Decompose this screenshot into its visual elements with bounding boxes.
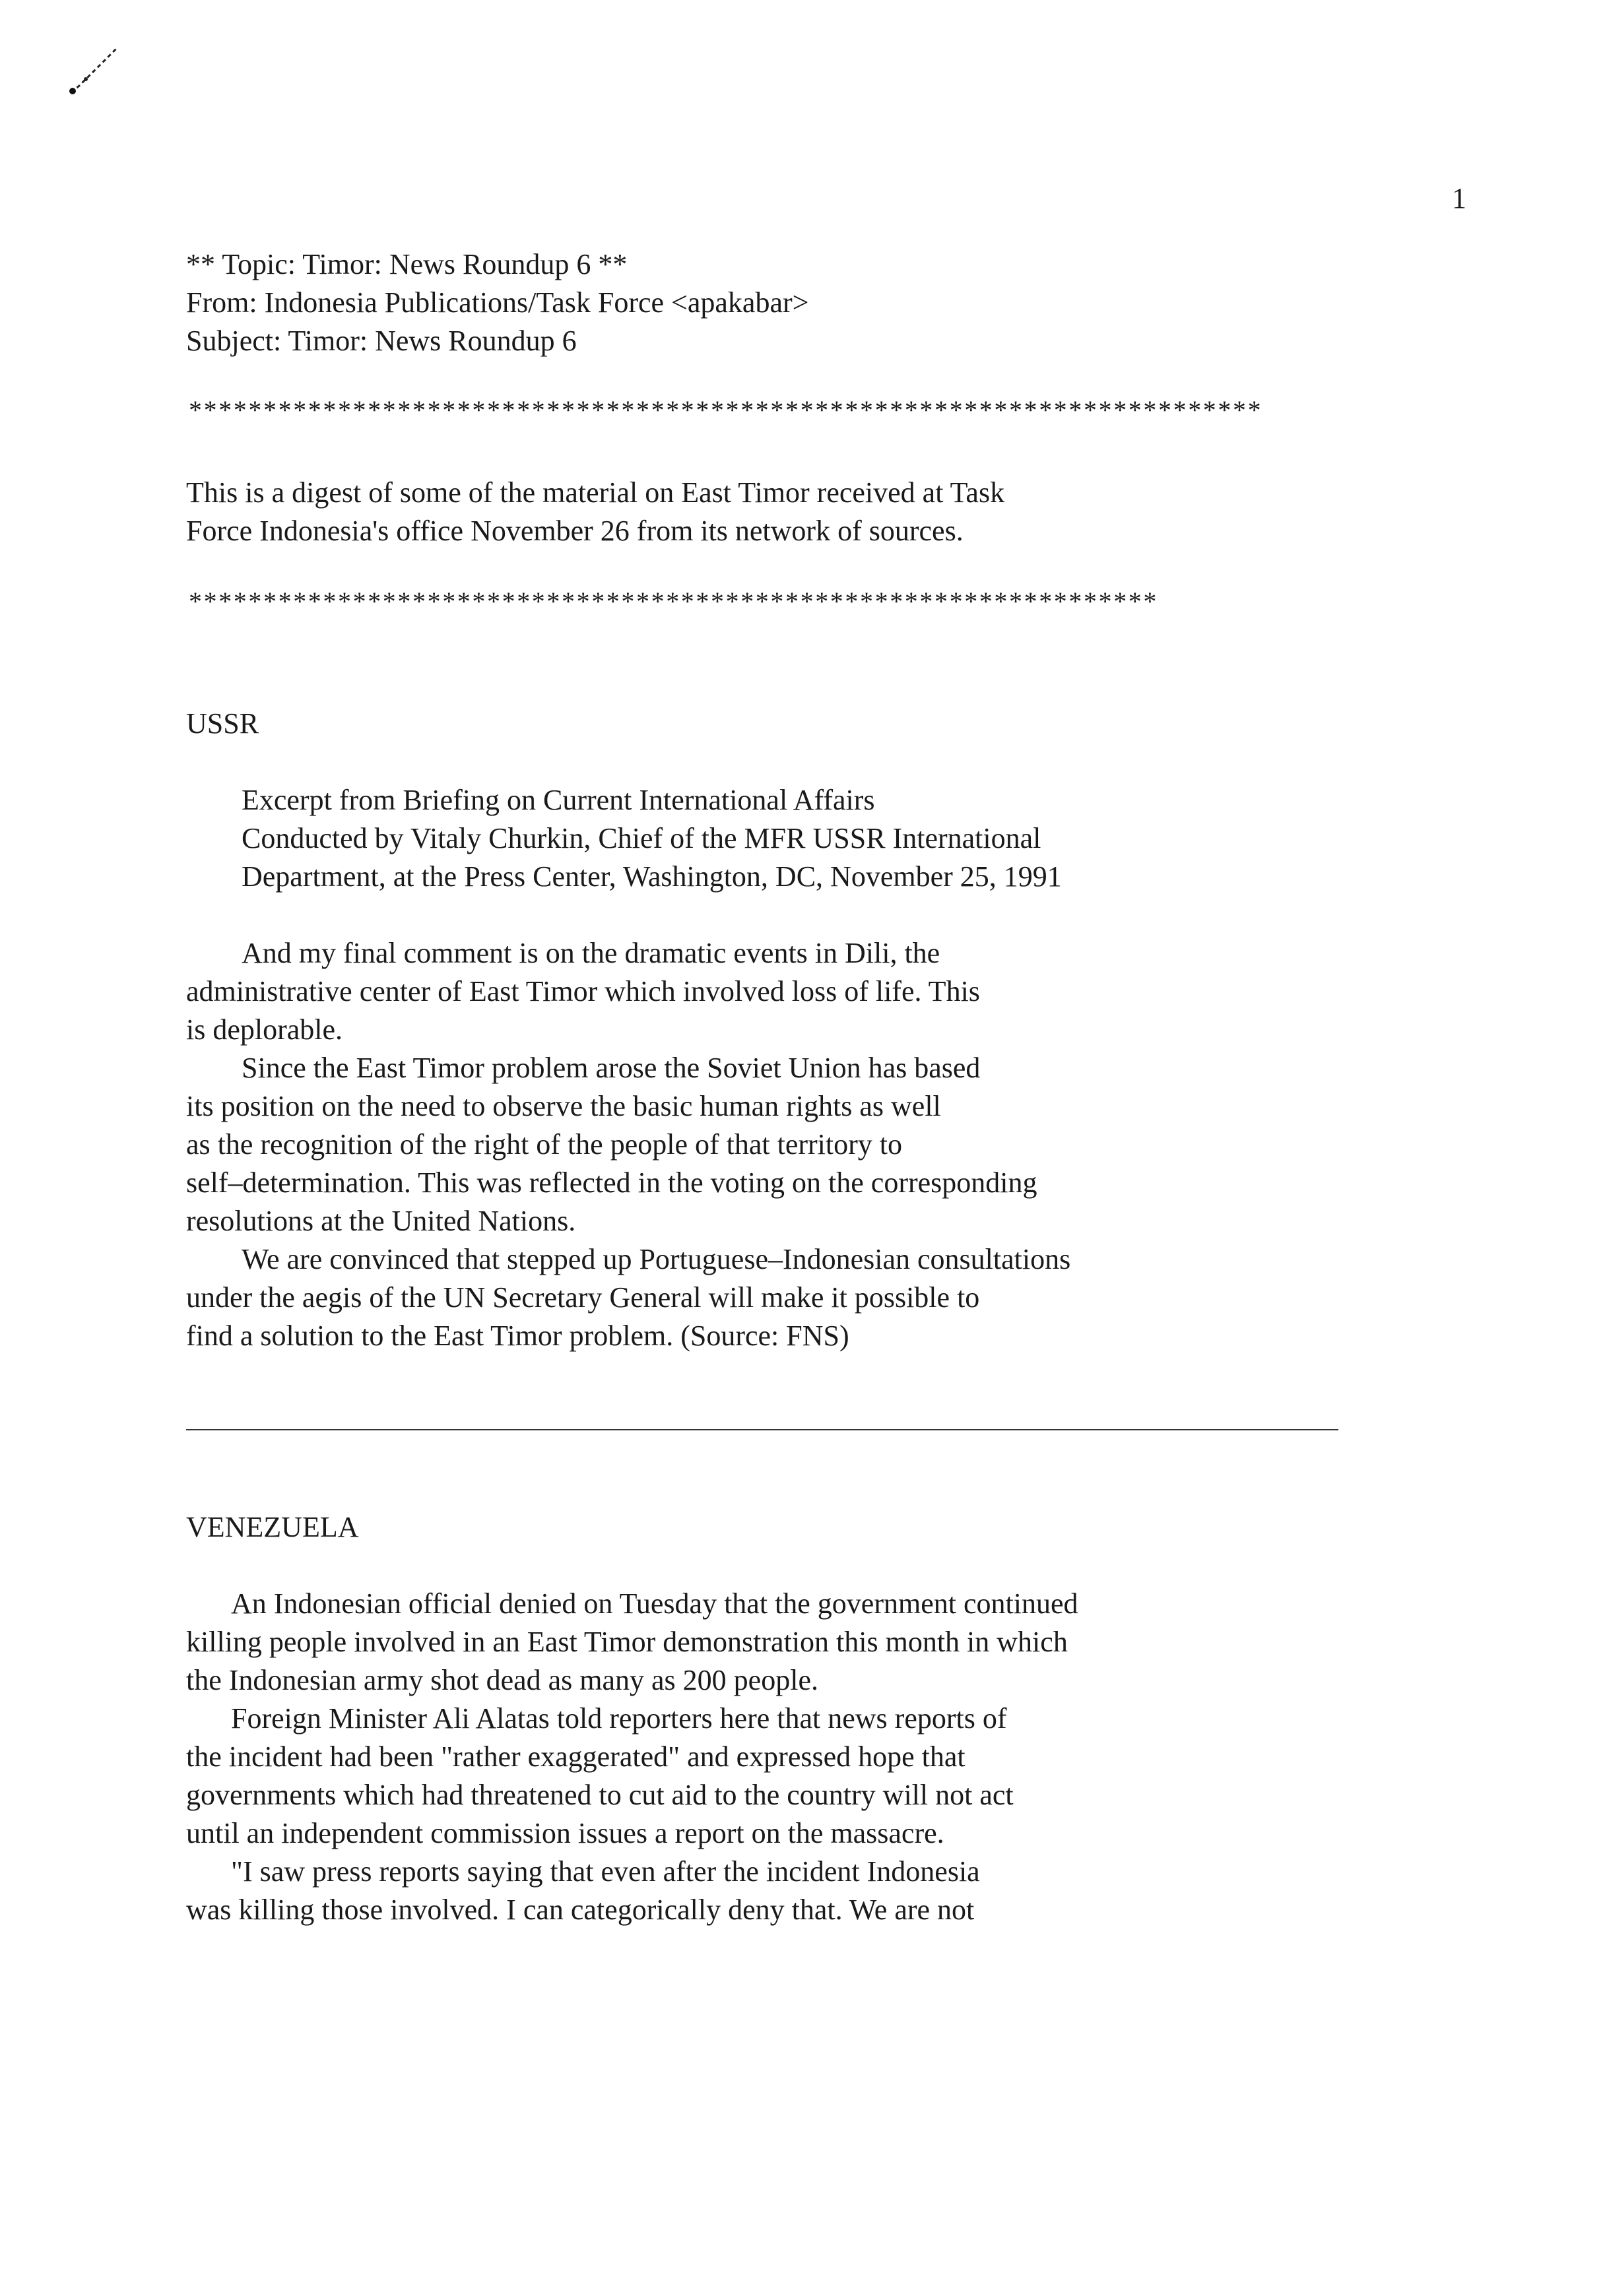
venezuela-body-line: "I saw press reports saying that even after the incident Indonesia xyxy=(231,1855,980,1888)
ussr-body-line: self–determination. This was reflected in the voting on the corresponding xyxy=(186,1166,1037,1199)
ussr-body-line: We are convinced that stepped up Portuguese–Indonesian consultations xyxy=(242,1243,1071,1275)
ussr-body-line: administrative center of East Timor which involved loss of life. This xyxy=(186,975,980,1007)
page-number: 1 xyxy=(1452,182,1466,214)
scan-mark-icon xyxy=(66,40,125,99)
subject-line: Subject: Timor: News Roundup 6 xyxy=(186,325,577,357)
ussr-body-line: under the aegis of the UN Secretary General will make it possible to xyxy=(186,1281,980,1314)
venezuela-body-line: killing people involved in an East Timor demonstration this month in which xyxy=(186,1626,1068,1658)
separator-long: ************************************************************************ xyxy=(189,395,1263,425)
venezuela-body-line: Foreign Minister Ali Alatas told reporters here that news reports of xyxy=(231,1702,1007,1735)
venezuela-body-line: was killing those involved. I can categorically deny that. We are not xyxy=(186,1894,975,1926)
from-line: From: Indonesia Publications/Task Force <apakabar> xyxy=(186,286,809,319)
venezuela-body-line: the incident had been "rather exaggerated" and expressed hope that xyxy=(186,1740,966,1773)
ussr-body-line: find a solution to the East Timor problem. (Source: FNS) xyxy=(186,1320,849,1352)
section-heading-ussr: USSR xyxy=(186,707,259,740)
intro-line: Force Indonesia's office November 26 from its network of sources. xyxy=(186,515,964,547)
venezuela-body-line: An Indonesian official denied on Tuesday that the government continued xyxy=(231,1587,1078,1620)
ussr-body-line: And my final comment is on the dramatic events in Dili, the xyxy=(242,937,940,969)
excerpt-line: Department, at the Press Center, Washington, DC, November 25, 1991 xyxy=(242,860,1062,893)
intro-line: This is a digest of some of the material on East Timor received at Task xyxy=(186,476,1005,509)
ussr-body-line: is deplorable. xyxy=(186,1013,343,1046)
ussr-body-line: its position on the need to observe the basic human rights as well xyxy=(186,1090,941,1122)
ussr-body-line: as the recognition of the right of the people of that territory to xyxy=(186,1128,903,1161)
venezuela-body-line: the Indonesian army shot dead as many as 200 people. xyxy=(186,1664,818,1696)
excerpt-line: Conducted by Vitaly Churkin, Chief of the MFR USSR International xyxy=(242,822,1041,854)
section-heading-venezuela: VENEZUELA xyxy=(186,1511,359,1543)
excerpt-line: Excerpt from Briefing on Current International Affairs xyxy=(242,784,875,816)
venezuela-body-line: until an independent commission issues a report on the massacre. xyxy=(186,1817,944,1849)
venezuela-body-line: governments which had threatened to cut aid to the country will not act xyxy=(186,1779,1014,1811)
ussr-body-line: resolutions at the United Nations. xyxy=(186,1205,576,1237)
topic-line: ** Topic: Timor: News Roundup 6 ** xyxy=(186,248,628,280)
section-divider xyxy=(186,1429,1338,1430)
separator-short: ***************************************************************** xyxy=(189,587,1158,616)
ussr-body-line: Since the East Timor problem arose the Soviet Union has based xyxy=(242,1052,981,1084)
